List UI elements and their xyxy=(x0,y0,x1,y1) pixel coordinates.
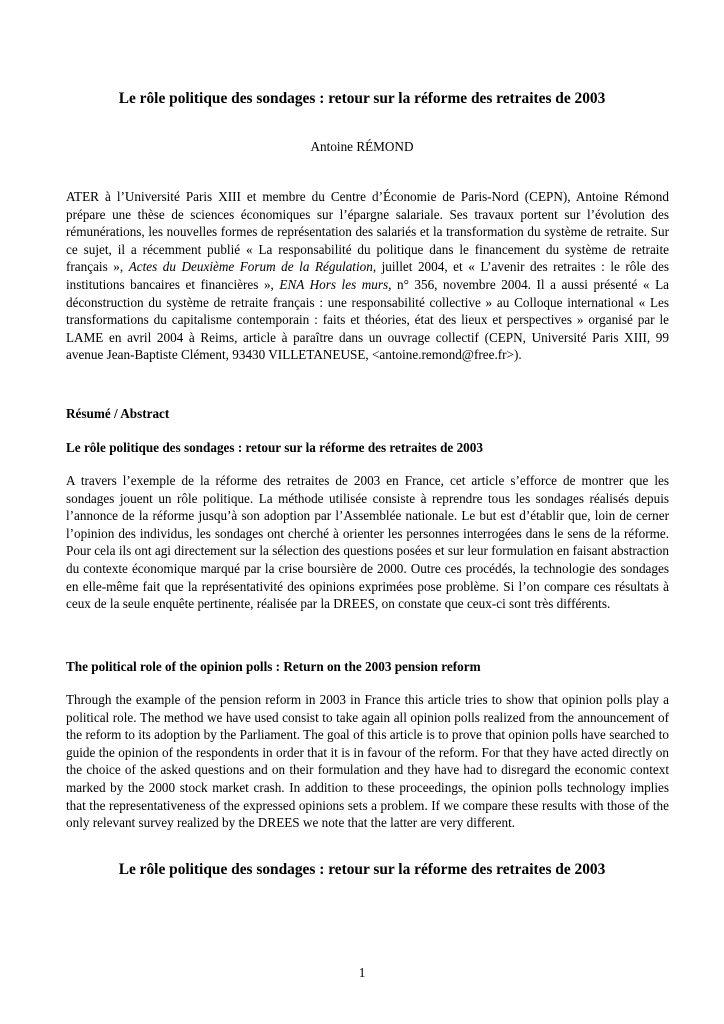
bio-text-3: , n° 356, novembre 2004. Il a aussi présenté « La déconstruction du système de retraite français : une responsabilité collective » au Colloque international « Les transformations du capitalisme contemporain : faits et théories, état des lieux et perspectives » organisé par le LAME en avril 2004 à Reims, article à paraître dans un ouvrage collectif (CEPN, Université Paris XIII, 99 avenue Jean-Baptiste Clément, 93430 VILLETANEUSE, <antoine.remond@free.fr>). xyxy=(66,276,669,363)
english-abstract-heading: The political role of the opinion polls : Return on the 2003 pension reform xyxy=(66,659,481,674)
bio-italic-1: Actes du Deuxième Forum de la Régulation xyxy=(128,259,373,275)
bio-italic-2: ENA Hors les murs xyxy=(279,276,389,292)
french-abstract: A travers l’exemple de la réforme des retraites de 2003 en France, cet article s’efforce de montrer que les sondages jouent un rôle politique. La méthode utilisée consiste à reprendre tous les sondages réalisés depuis l’annonce de la réforme jusqu’à son adoption par l’Assemblée nationale. Le but est d’établir que, loin de cerner l’opinion des individus, les sondages ont cherché à orienter les personnes interrogées dans le sens de la réforme. Pour cela ils ont agi directement sur la sélection des questions posées et sur leur formulation en faisant abstraction du contexte économique marqué par la crise boursière de 2000. Outre ces procédés, la technologie des sondages en elle-même fait que la représentativité des opinions exprimées pose problème. Si l’on compare ces résultats à ceux de la seule enquête pertinente, réalisée par la DREES, on constate que ceux-ci sont très différents. xyxy=(66,473,669,612)
french-abstract-heading: Le rôle politique des sondages : retour sur la réforme des retraites de 2003 xyxy=(66,440,483,455)
abstract-heading: Résumé / Abstract xyxy=(66,406,170,421)
english-abstract: Through the example of the pension reform in 2003 in France this article tries to show that opinion polls play a political role. The method we have used consist to take again all opinion polls realized from the announcement of the reform to its adoption by the Parliament. The goal of this article is to prove that opinion polls have searched to guide the opinion of the respondents in order that it is in favour of the reform. For that they have acted directly on the choice of the asked questions and on their formulation and they have had to disregard the economic context marked by the 2000 stock market crash. In addition to these proceedings, the opinion polls technology implies that the representativeness of the expressed opinions sets a problem. If we compare these results with those of the only relevant survey realized by the DREES we note that the latter are very different. xyxy=(66,692,669,831)
section-title: Le rôle politique des sondages : retour sur la réforme des retraites de 2003 xyxy=(118,861,606,878)
author-name: Antoine RÉMOND xyxy=(310,139,414,154)
page-number: 1 xyxy=(358,965,366,980)
document-title: Le rôle politique des sondages : retour sur la réforme des retraites de 2003 xyxy=(118,90,606,107)
bio-text-2: , juillet 2004, et « L’avenir des retraites : le rôle des institutions bancaires et financières », xyxy=(66,259,669,292)
bio-text-1: ATER à l’Université Paris XIII et membre du Centre d’Économie de Paris-Nord (CEPN), Antoine Rémond prépare une thèse de sciences économiques sur l’épargne salariale. Ses travaux portent sur l’évolution des rémunérations, les nouvelles formes de représentation des salariés et la transformation du système de retraite. Sur ce sujet, il a récemment publié « La responsabilité du politique dans le financement du système de retraite français », xyxy=(66,189,669,275)
author-bio xyxy=(66,188,669,364)
